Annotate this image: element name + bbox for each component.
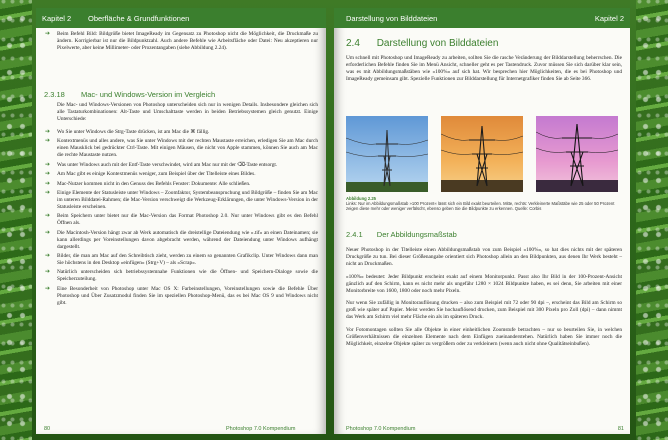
bullet-item — [44, 129, 318, 136]
right-page-header — [334, 8, 630, 28]
bullet-item — [44, 162, 318, 169]
right-page-number: 81 — [617, 426, 624, 432]
intro-text: Beim Befehl Bild: Bildgröße bietet ImageReady im Gegensatz zu Photoshop nicht die Möglichkeit, die Druckmaße zu ändern. Korrigierbar ist nur die Bildpunktzahl. Auch andere Befehle wie Arbeitsfläche oder Datei: Neu akzeptieren nur Pixelwerte, aber keine Millimeter- oder Prozentangaben (siehe Abbildung 2.24). — [57, 31, 318, 51]
bullet-item — [44, 138, 318, 159]
subsection-number: 2.4.1 — [346, 230, 363, 239]
section-title: Darstellung von Bilddateien — [376, 38, 499, 49]
right-footer-book: Photoshop 7.0 Kompendium — [346, 426, 416, 432]
bullet-text: Bilder, die man am Mac auf den Schreibtisch zieht, werden zu einem so genannten Grafikclip. Unter Windows dann man Sie höchstens in den Desktop »einfügen« (Strg+V) – als »Scrap«. — [57, 253, 318, 266]
bullet-item — [44, 171, 318, 178]
bullet-item — [44, 269, 318, 283]
figure-caption: Links: Nur im Abbildungsmaßstab »100 Prozent« lässt sich ein Bild exakt beurteilen. Mitte, rechts: Verkleinerte Maßstäbe wie 25 oder 50 Prozent zeigen diese mehr oder weniger verfälscht, ebenso geben Sie die Bildpunkte zu erkennen. Quelle: Corbis — [346, 201, 615, 211]
paragraph: Nur wenn Sie zufällig in Monitorauflösung drucken – also zum Beispiel mit 72 oder 90 dpi –, erscheint das Bild am Schirm so groß wie später auf Papier. Meist werden Sie hochauflösend drucken, zum Beispiel mit 300 Pixeln pro Zoll (dpi) – dann nimmt das Werk am Schirm viel mehr Fläche ein als im späteren Druck. — [346, 300, 622, 321]
header-title: Darstellung von Bilddateien — [346, 14, 438, 23]
arrow-icon: ➔ — [45, 179, 51, 187]
figure-caption-block — [346, 196, 622, 211]
arrow-icon: ➔ — [45, 268, 51, 276]
section-intro: Die Mac- und Windows-Versionen von Photoshop unterscheiden sich nur in wenigen Details. Insbesondere gleichen sich alle Tastaturkombinationen: Alt-Taste und Umschalttaste werden in beiden Betriebssystemen gleich genutzt. Einige Unterschiede: — [57, 102, 318, 122]
figure-photo-100-percent — [346, 116, 428, 192]
left-page — [36, 8, 326, 434]
section-title: Mac- und Windows-Version im Vergleich — [80, 90, 216, 99]
arrow-icon: ➔ — [45, 160, 51, 168]
figure-photo-50-percent — [441, 116, 523, 192]
header-title: Oberfläche & Grundfunktionen — [88, 14, 190, 23]
arrow-icon: ➔ — [45, 189, 51, 197]
left-footer-book: Photoshop 7.0 Kompendium — [226, 426, 296, 432]
arrow-icon: ➔ — [45, 170, 51, 178]
bullet-item — [44, 181, 318, 188]
bullet-item — [44, 213, 318, 227]
arrow-icon: ➔ — [45, 252, 51, 260]
bullet-text: Mac-Nutzer kommen nicht in den Genuss des Befehls Fenster: Dokumente: Alle schließen. — [57, 180, 251, 187]
bullet-text: Beim Speichern unter bietet nur die Mac-Version das Format Photoshop 2.0. Nur unter Windows gibt es den Befehl Öffnen als. — [57, 213, 318, 227]
chapter-label: Kapitel 2 — [42, 14, 72, 23]
arrow-icon: ➔ — [45, 284, 51, 292]
left-water-drops — [0, 0, 32, 440]
paragraph: »100%« bedeutet: Jeder Bildpunkt erscheint exakt auf einem Monitorpunkt. Passt also Ihr Bild in der 100-Prozent-Ansicht gänzlich auf den Schirm, kann es nicht mehr als ungefähr 1280 × 1024 Bildpunkte haben, es sei denn, Sie arbeiten mit einer Monitorbreite von 1600, 1800 oder noch mehr Pixeln. — [346, 273, 622, 294]
paragraph: Vor Fotomontagen sollten Sie alle Objekte in einer einheitlichen Zoomstufe betrachten – nur so beurteilen Sie, in welchen Größenverhältnissen die einzelnen Elemente nach dem Einfügen zueinanderstehen. Natürlich haben Sie immer noch die Möglichkeit, einzelne Objekte später zu vergrößern oder zu verkleinern (wenn auch nicht ohne Qualitätseinbußen). — [346, 327, 622, 347]
arrow-icon: ➔ — [45, 127, 51, 135]
section-number: 2.3.18 — [44, 90, 65, 99]
section-heading — [346, 38, 622, 49]
bullet-item — [44, 253, 318, 267]
bullet-text: Kontextmenüs und alles andere, was Sie unter Windows mit der rechten Maustaste erreichen, erledigen Sie am Mac durch einen Mausklick bei gedrückter Ctrl-Taste. Mit einigen Mäusen, die nicht von Apple stammen, können Sie auch am Mac die rechte Maustaste nutzen. — [57, 138, 318, 159]
bullet-text: Eine Besonderheit von Photoshop unter Mac OS X: Farbeinstellungen, Voreinstellungen sowie die Befehle Über Photoshop und Über Zusatzmodul finden Sie im speziellen Photoshop-Menü, das es bei Mac OS 9 und Windows nicht gibt. — [57, 285, 318, 306]
subsection-title: Der Abbildungsmaßstab — [376, 230, 457, 239]
intro-bullet — [44, 31, 318, 52]
paragraph: Neuer Photoshop in der Titelleiste einen Abbildungsmaßstab von zum Beispiel »100%«, so hat dies nichts mit der späteren Druckgröße zu tun. Bei dieser Größenangabe orientiert sich Photoshop allein an den Bildpunkten, aus denen Ihr Werk besteht – nicht an Druckmaßen. — [346, 247, 622, 267]
arrow-icon: ➔ — [45, 137, 51, 145]
bullet-text: Am Mac gibt es einige Kontextmenüs weniger, zum Beispiel über der Titelleiste eines Bildes. — [57, 171, 256, 178]
arrow-icon: ➔ — [45, 30, 51, 37]
arrow-icon: ➔ — [45, 228, 51, 236]
bullet-item — [44, 230, 318, 251]
section-heading — [44, 90, 318, 99]
bullet-text: Natürlich unterscheiden sich betriebssystemnahe Funktionen wie die Öffnen- und Speichern-Dialoge sowie die Speicherzuteilung. — [57, 269, 318, 283]
bullet-text: Was unter Windows auch mit der Entf-Taste verschwindet, wird am Mac nur mit der ⌫-Taste entsorgt. — [57, 161, 278, 168]
figure-photo-25-percent — [536, 116, 618, 192]
figure-label: Abbildung 2.25 — [346, 196, 377, 201]
bullet-item — [44, 286, 318, 307]
chapter-label: Kapitel 2 — [594, 14, 624, 23]
bullet-item — [44, 190, 318, 211]
arrow-icon: ➔ — [45, 212, 51, 220]
bullet-text: Einige Elemente der Statusleiste unter Windows – Zoomfaktor, Systembeanspruchung und Bildgröße – finden Sie am Mac im unteren Bilddatei-Rahmen; die Mac-Version verschweigt die Werkzeug-Erklärungen, die unter Windows-Version in der Statusleiste erscheinen. — [57, 190, 318, 210]
left-page-header — [36, 8, 326, 28]
left-page-number: 80 — [44, 426, 51, 432]
section-intro: Um schnell mit Photoshop und ImageReady zu arbeiten, sollten Sie die rasche Veränderung der Bilddarstellung beherrschen. Die erforderlichen Befehle finden Sie im Menü Ansicht, schneller geht es per Tastendruck. Zuvor müssen Sie sich darüber klar sein, was es mit Abbildungsmaßstäben wie »100%« auf sich hat. Wir besprechen hier Möglichkeiten, die es bei Photoshop und ImageReady gemeinsam gibt. Spezielle Funktionen zur Bilddarstellung für Internetgrafiker finden Sie ab Seite 366. — [346, 55, 622, 82]
bullet-text: Die Macintosh-Version hängt zwar ab Werk automatisch die dreistellige Dateiendung wie ».tif« an einen Dateinamen; sie kann allerdings per Voreinstellungen davon abgebracht werden, während der Dateiendung unter Windows aufhängt dargestellt. — [57, 229, 318, 250]
section-number: 2.4 — [346, 38, 360, 49]
bullet-text: Wo Sie unter Windows die Strg-Taste drücken, ist am Mac die ⌘ fällig. — [57, 128, 210, 135]
subsection-heading — [346, 230, 622, 239]
right-water-drops — [636, 0, 668, 440]
right-page — [334, 8, 630, 434]
